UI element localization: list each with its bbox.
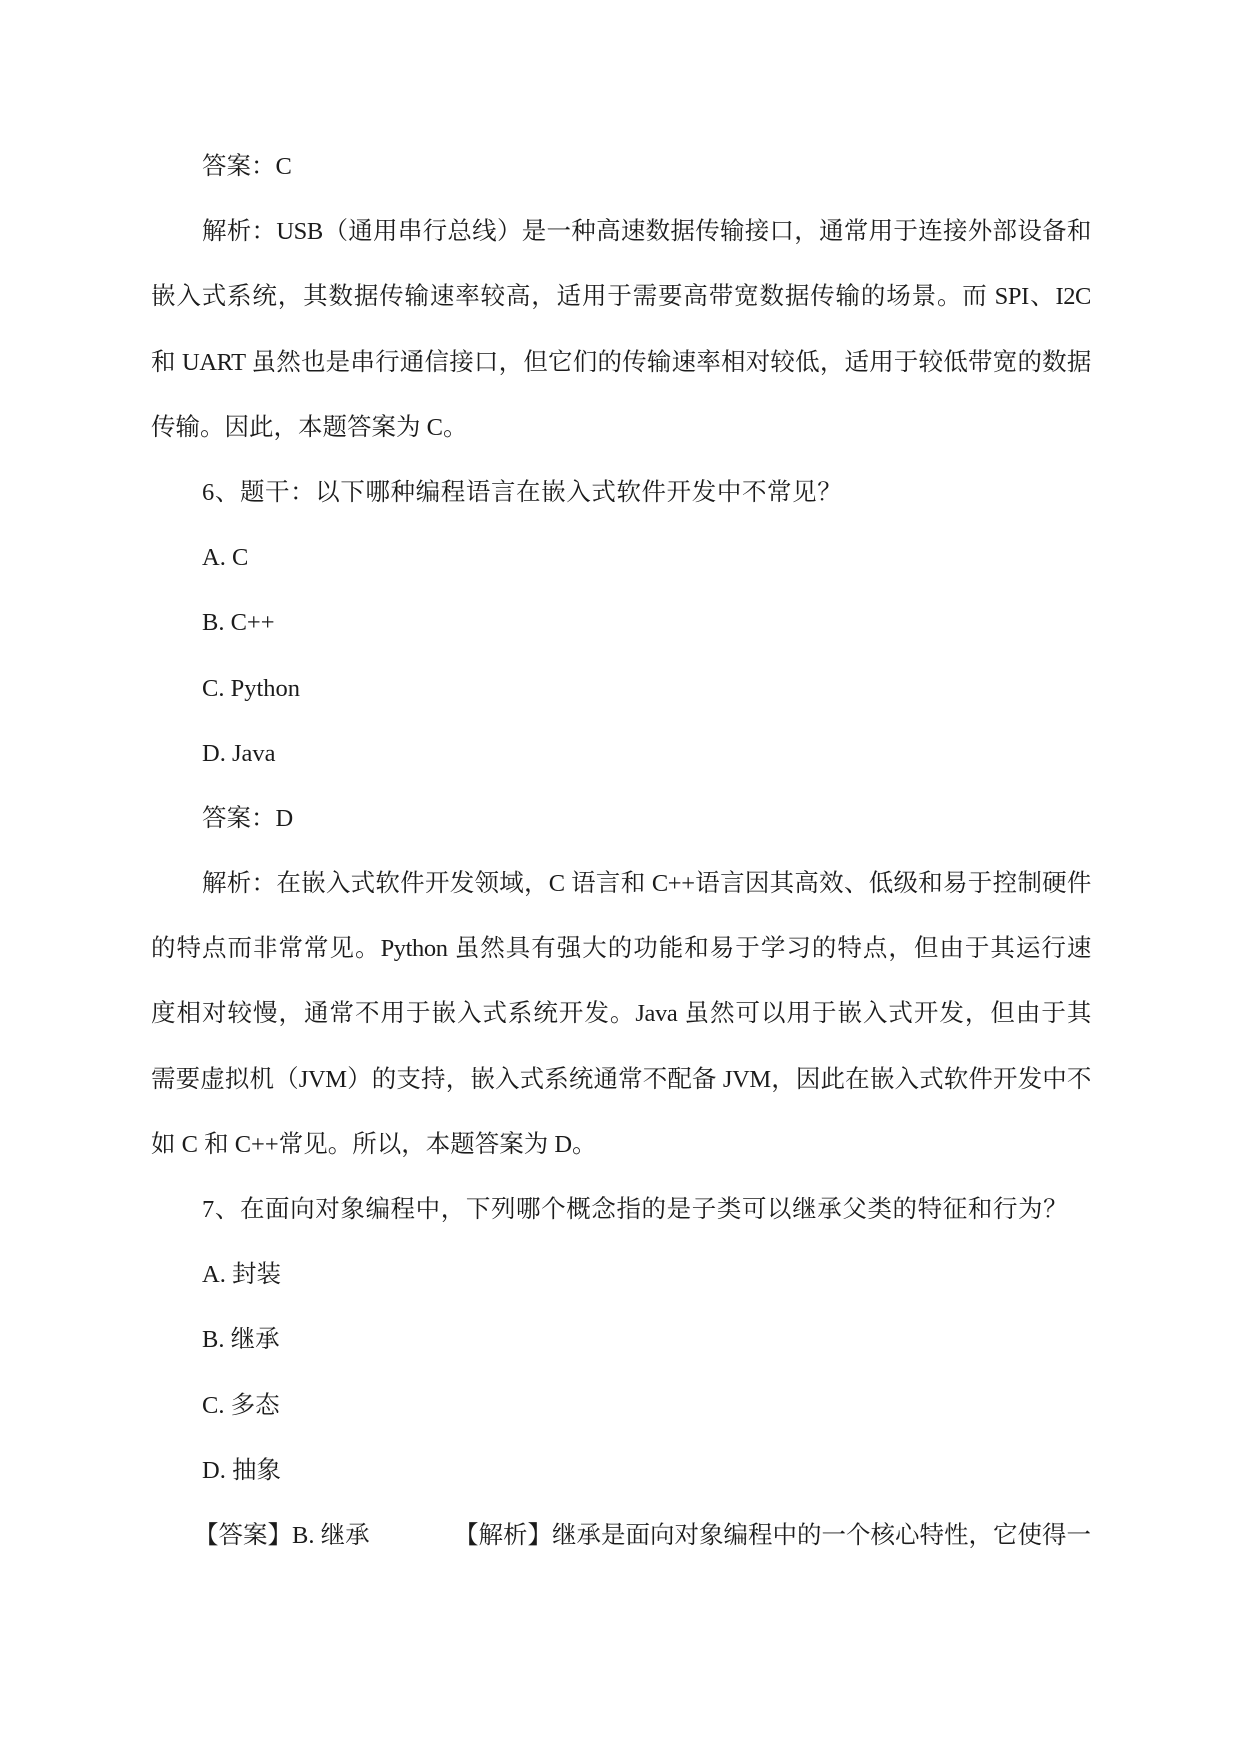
option-item: B. C++ — [202, 609, 275, 637]
answer-line: 答案：D — [202, 804, 294, 832]
answer-analysis-line — [151, 1503, 1091, 1568]
option-item: A. C — [202, 544, 249, 572]
analysis-line: 嵌入式系统，其数据传输速率较高，适用于需要高带宽数据传输的场景。而 SPI、I2C — [151, 283, 1091, 311]
analysis-line: 和 UART 虽然也是串行通信接口，但它们的传输速率相对较低，适用于较低带宽的数据 — [151, 348, 1091, 376]
analysis-text: 【解析】继承是面向对象编程中的一个核心特性，它使得一 — [454, 1521, 1091, 1549]
analysis-line: 需要虚拟机（JVM）的支持，嵌入式系统通常不配备 JVM，因此在嵌入式软件开发中不 — [151, 1065, 1091, 1093]
answer-line: 答案：C — [202, 153, 292, 180]
analysis-line: 的特点而非常常见。Python 虽然具有强大的功能和易于学习的特点，但由于其运行速 — [151, 935, 1091, 963]
question-stem: 7、在面向对象编程中，下列哪个概念指的是子类可以继承父类的特征和行为？ — [202, 1196, 1069, 1223]
analysis-line: 解析：在嵌入式软件开发领域，C 语言和 C++语言因其高效、低级和易于控制硬件 — [202, 870, 1091, 898]
analysis-line: 解析：USB（通用串行总线）是一种高速数据传输接口，通常用于连接外部设备和 — [202, 218, 1091, 246]
option-item: C. Python — [202, 674, 301, 702]
analysis-line: 传输。因此，本题答案为 C。 — [151, 413, 468, 441]
option-item: B. 继承 — [202, 1326, 280, 1354]
option-item: D. 抽象 — [202, 1456, 281, 1484]
answer-label: 【答案】B. 继承 — [194, 1521, 370, 1549]
analysis-line: 度相对较慢，通常不用于嵌入式系统开发。Java 虽然可以用于嵌入式开发，但由于其 — [151, 1000, 1091, 1028]
option-item: C. 多态 — [202, 1391, 280, 1419]
question-stem: 6、题干：以下哪种编程语言在嵌入式软件开发中不常见？ — [202, 478, 843, 506]
analysis-line: 如 C 和 C++常见。所以，本题答案为 D。 — [151, 1130, 597, 1158]
option-item: D. Java — [202, 739, 276, 767]
option-item: A. 封装 — [202, 1261, 281, 1289]
